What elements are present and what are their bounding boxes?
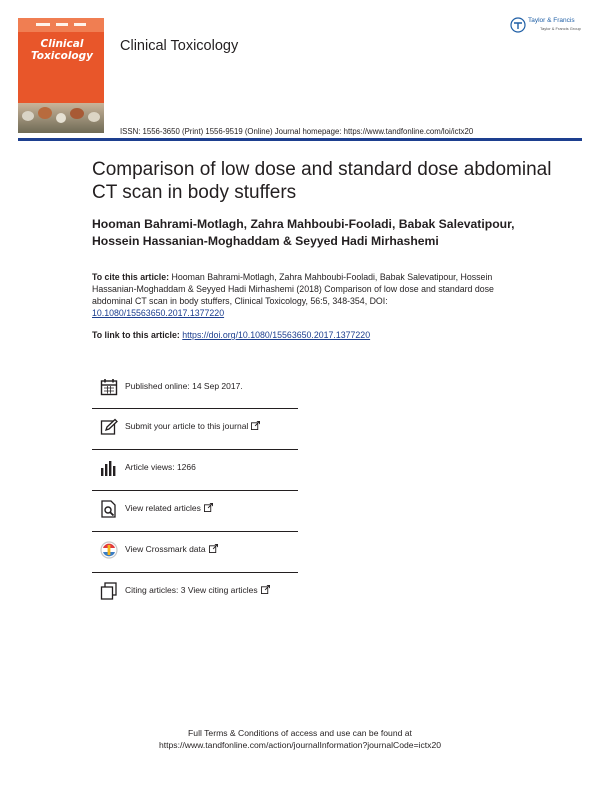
cover-title-line2: Toxicology bbox=[30, 50, 93, 62]
journal-homepage-link[interactable]: https://www.tandfonline.com/loi/ictx20 bbox=[343, 127, 474, 136]
article-views: Article views: 1266 bbox=[125, 462, 196, 472]
view-related-articles-link[interactable] bbox=[125, 503, 213, 513]
published-date: Published online: 14 Sep 2017. bbox=[125, 381, 243, 391]
citation-text: Hooman Bahrami-Motlagh, Zahra Mahboubi-Fooladi, Babak Salevatipour, Hossein Hassanian-Moghaddam & Seyyed Hadi Mirhashemi (2018) Comparison of low dose and standard dose abdominal CT scan in body stuffers, Clinical Toxicology, 56:5, 348-354, DOI: bbox=[92, 272, 494, 306]
external-link-icon bbox=[204, 503, 213, 512]
copy-documents-icon bbox=[100, 582, 118, 600]
citing-row[interactable] bbox=[92, 576, 298, 606]
citation-doi-link[interactable]: 10.1080/15563650.2017.1377220 bbox=[92, 308, 225, 318]
cover-title-line1: Clinical bbox=[40, 38, 84, 50]
issn-line bbox=[120, 127, 473, 136]
publisher-logo[interactable] bbox=[510, 16, 584, 36]
citing-articles-label: Citing articles: 3 View citing articles bbox=[125, 585, 258, 595]
panel-divider bbox=[92, 572, 298, 573]
issn-text: ISSN: 1556-3650 (Print) 1556-9519 (Online) Journal homepage: bbox=[120, 127, 344, 136]
view-crossmark-label: View Crossmark data bbox=[125, 544, 206, 554]
article-title: Comparison of low dose and standard dose abdominal CT scan in body stuffers bbox=[92, 159, 552, 203]
citation-block bbox=[92, 271, 522, 319]
journal-name[interactable]: Clinical Toxicology bbox=[120, 38, 239, 54]
authors-line-2: Hossein Hassanian-Moghaddam & Seyyed Hadi Mirhashemi bbox=[92, 234, 439, 248]
publisher-name: Taylor & Francis bbox=[528, 17, 575, 24]
cover-top-strip bbox=[18, 18, 104, 32]
publisher-tagline: Taylor & Francis Group bbox=[540, 26, 581, 31]
publisher-logo-icon bbox=[510, 17, 526, 33]
external-link-icon bbox=[251, 421, 260, 430]
crossmark-row[interactable] bbox=[92, 535, 298, 565]
published-row bbox=[92, 372, 298, 402]
view-related-articles-label: View related articles bbox=[125, 503, 201, 513]
footer-terms-text: Full Terms & Conditions of access and use can be found at bbox=[188, 728, 412, 738]
bar-chart-icon bbox=[100, 459, 118, 477]
cover-artwork bbox=[18, 103, 104, 133]
related-row[interactable] bbox=[92, 494, 298, 524]
crossmark-icon bbox=[100, 541, 118, 559]
panel-divider bbox=[92, 408, 298, 409]
document-search-icon bbox=[100, 500, 118, 518]
edit-icon bbox=[100, 418, 118, 436]
external-link-icon bbox=[209, 544, 218, 553]
citing-articles-link[interactable] bbox=[125, 585, 270, 595]
article-info-panel bbox=[92, 372, 298, 612]
panel-divider bbox=[92, 449, 298, 450]
calendar-icon bbox=[100, 378, 118, 396]
header-divider bbox=[18, 138, 582, 141]
authors bbox=[92, 216, 562, 250]
article-link-line bbox=[92, 330, 370, 340]
external-link-icon bbox=[261, 585, 270, 594]
panel-divider bbox=[92, 531, 298, 532]
submit-row[interactable] bbox=[92, 412, 298, 442]
footer bbox=[0, 727, 600, 751]
views-row bbox=[92, 453, 298, 483]
article-doi-url[interactable]: https://doi.org/10.1080/15563650.2017.1377220 bbox=[182, 330, 371, 340]
panel-divider bbox=[92, 490, 298, 491]
journal-cover-image bbox=[18, 18, 104, 133]
authors-line-1: Hooman Bahrami-Motlagh, Zahra Mahboubi-Fooladi, Babak Salevatipour, bbox=[92, 217, 515, 231]
cover-title bbox=[22, 38, 102, 62]
submit-article-link[interactable] bbox=[125, 421, 260, 431]
footer-terms-url[interactable]: https://www.tandfonline.com/action/journalInformation?journalCode=ictx20 bbox=[158, 740, 442, 750]
view-crossmark-link[interactable] bbox=[125, 544, 218, 554]
submit-article-label: Submit your article to this journal bbox=[125, 421, 249, 431]
citation-label: To cite this article: bbox=[92, 272, 170, 282]
article-link-label: To link to this article: bbox=[92, 330, 183, 340]
